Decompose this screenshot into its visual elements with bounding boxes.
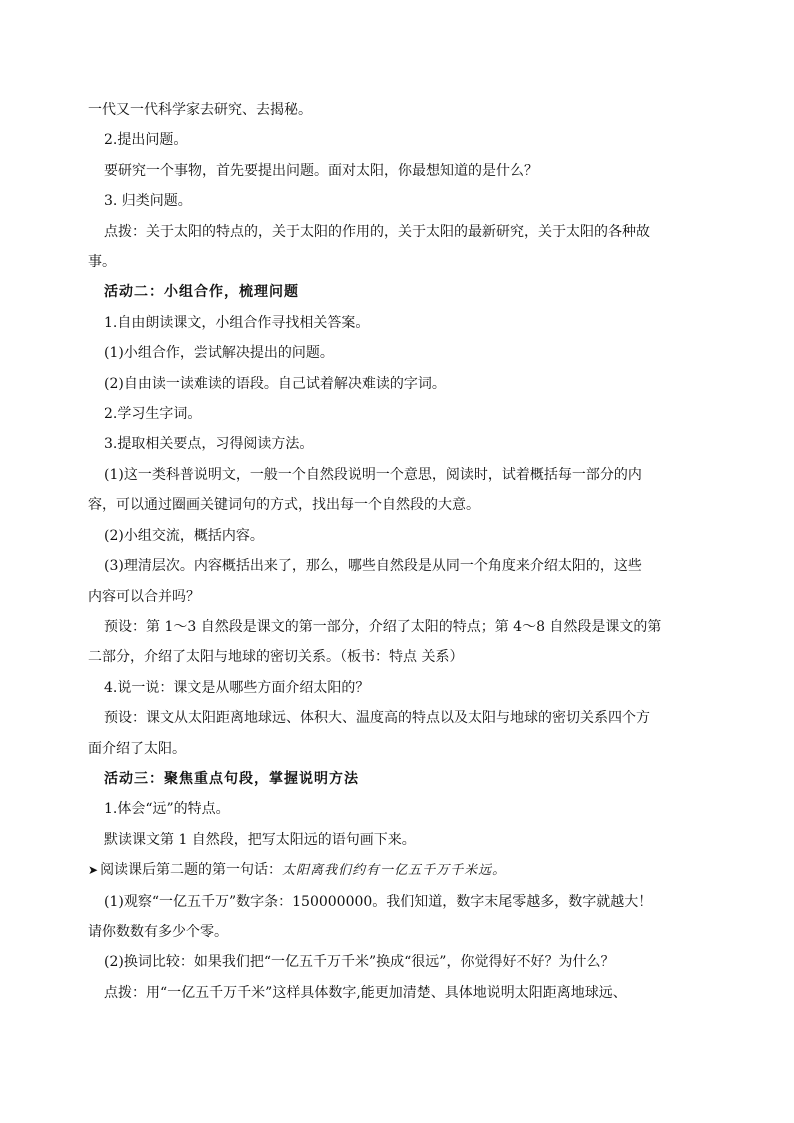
text-line: 3. 归类问题。 [104, 193, 192, 210]
text-line: 面介绍了太阳。 [88, 740, 186, 757]
text-line: 默读课文第 1 自然段，把写太阳远的语句画下来。 [104, 831, 416, 848]
text-line: 1.体会“远”的特点。 [104, 801, 230, 818]
document-body [88, 95, 718, 1008]
text-line: 点拨：关于太阳的特点的，关于太阳的作用的，关于太阳的最新研究，关于太阳的各种故 [104, 223, 650, 240]
text-line: 点拨：用“一亿五千万千米”这样具体数字,能更加清楚、具体地说明太阳距离地球远、 [104, 984, 627, 1001]
text-line-with-bullet [88, 855, 718, 886]
text-line: 请你数数有多少个零。 [88, 923, 228, 940]
text-segment: 阅读课后第二题的第一句话： [100, 862, 283, 879]
text-line: 预设：课文从太阳距离地球远、体积大、温度高的特点以及太阳与地球的密切关系四个方 [104, 710, 650, 727]
text-line: 1.自由朗读课文，小组合作寻找相关答案。 [104, 314, 370, 331]
text-line: 2.提出问题。 [104, 132, 188, 149]
text-line: 事。 [88, 254, 116, 271]
text-line: (1)这一类科普说明文，一般一个自然段说明一个意思，阅读时，试着概括每一部分的内 [104, 466, 642, 483]
text-line: 3.提取相关要点，习得阅读方法。 [104, 436, 314, 453]
quoted-sentence: 太阳离我们约有一亿五千万千米远。 [282, 863, 507, 879]
text-line: 4.说一说：课文是从哪些方面介绍太阳的？ [104, 679, 370, 696]
text-line: (1)小组合作，尝试解决提出的问题。 [104, 345, 334, 362]
text-line: (1)观察“一亿五千万”数字条：150000000。我们知道，数字末尾零越多，数字就越大！ [104, 893, 653, 910]
section-heading: 活动三：聚焦重点句段，掌握说明方法 [104, 770, 359, 787]
text-line: 预设：第 1～3 自然段是课文的第一部分，介绍了太阳的特点；第 4～8 自然段是课文的第 [104, 618, 662, 635]
section-heading: 活动二：小组合作，梳理问题 [104, 284, 299, 301]
text-line: 内容可以合并吗？ [88, 588, 200, 605]
text-line: 二部分，介绍了太阳与地球的密切关系。（板书：特点 关系） [88, 649, 464, 666]
text-line: 一代又一代科学家去研究、去揭秘。 [88, 102, 312, 118]
text-line: 要研究一个事物，首先要提出问题。面对太阳，你最想知道的是什么？ [104, 162, 538, 179]
text-line: 容，可以通过圈画关键词句的方式，找出每一个自然段的大意。 [88, 497, 480, 514]
text-line: 2.学习生字词。 [104, 406, 202, 423]
text-line: (2)自由读一读难读的语段。自己试着解决难读的字词。 [104, 375, 446, 392]
arrow-bullet-icon: ➤ [88, 863, 99, 878]
text-line: (2)小组交流，概括内容。 [104, 527, 264, 544]
text-line: (3)理清层次。内容概括出来了，那么，哪些自然段是从同一个角度来介绍太阳的，这些 [104, 558, 642, 575]
text-line: (2)换词比较：如果我们把“一亿五千万千米”换成“很远”，你觉得好不好？为什么？ [104, 954, 615, 971]
